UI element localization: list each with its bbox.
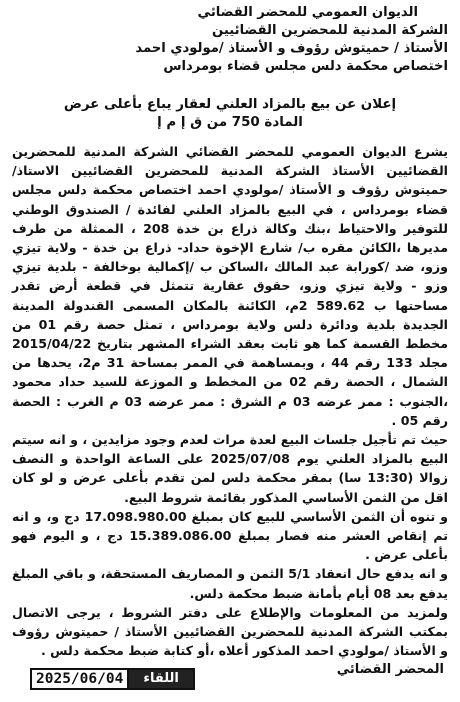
newspaper-name: اللقاء bbox=[129, 670, 193, 688]
notice-title: إعلان عن بيع بالمزاد العلني لعقار يباع بأعلى عرض bbox=[63, 97, 397, 112]
publication-date: 2025/06/04 bbox=[32, 670, 129, 688]
header-bailiffs-line: الأستاذ / حميتوش رؤوف و الأستاذ /مولودي احمد bbox=[135, 41, 448, 56]
body-paragraph-property: يشرع الديوان العمومي للمحضر القضائي الشركة المدنية للمحضرين القضائيين الأستاذ الشركة المدنية للمحضرين القضائيين الاستاذ/ حميتوش رؤوف و الأستاذ /مولودي احمد اختصاص محكمة دلس مجلس قضاء بومرداس ، في البيع بالمزاد العلني لفائدة / الصندوق الوطني للتوفير والاحتياط ،بنك وكالة ذراع بن خدة 208 ، الممثلة من طرف مديرها ،الكائن مقره ب/ شارع الإخوة حداد- ذراع بن خدة - ولاية تيزي وزو، ضد /كورابة عبد المالك ،الساكن ب /إكمالية بوخالفة - بلدية تيزي وزو - ولاية تيزي وزو، حقوق عقارية تتمثل في قطعة أرض تقدر مساحتها ب 589.62 2م، الكائنة بالمكان المسمى القندولة المدينة الجديدة بلدية ودائرة دلس ولاية بومرداس ، تمثل حصة رقم 01 من مخطط القسمة كما هو ثابت بعقد الشراء المشهر بتاريخ 2015/04/22 مجلد 133 رقم 44 ، وبمساهمة في الممر بمساحة 31 م2، يحدها من الشمال ، الحصة رقم 02 من المخطط و الموزعة للسيد حداد محمود ،الجنوب : ممر عرضه 03 م الشرق : ممر عرضه 03 م الغرب : الحصة رقم 05 . bbox=[12, 144, 449, 428]
header-jurisdiction-line: اختصاص محكمة دلس مجلس قضاء بومرداس bbox=[163, 59, 448, 74]
body-paragraph-sale-date: حيث تم تأجيل جلسات البيع لعدة مرات لعدم وجود مزايدين ، و انه سيتم البيع بالمزاد العلني يوم 2025/07/08 على الساعة الواحدة و النصف زوالا (13:30 سا) بمقر محكمة دلس لمن تقدم بأعلى عرض و لو كان اقل من الثمن الأساسي المذكور بقائمة شروط البيع. bbox=[12, 432, 449, 505]
body-paragraph-payment: و انه يدفع حال انعقاد 5/1 الثمن و المصاريف المستحقة، و باقي المبلغ يدفع بعد 08 أيام بأمانة ضبط محكمة دلس. bbox=[12, 566, 448, 601]
bailiff-header bbox=[12, 4, 448, 76]
publication-footer bbox=[30, 668, 195, 690]
notice-title-block bbox=[12, 96, 448, 132]
header-office-line: الديوان العمومي للمحضر القضائي bbox=[197, 5, 418, 20]
header-company-line: الشركة المدنية للمحضرين القضائيين bbox=[212, 23, 448, 38]
notice-article: المادة 750 من ق إ م إ bbox=[157, 115, 303, 130]
notice-body bbox=[12, 142, 448, 660]
body-paragraph-contact: ولمزيد من المعلومات والإطلاع على دفتر الشروط ، يرجى الاتصال بمكتب الشركة المدنية للمحضرين القضائيين الأستاذ / حميتوش رؤوف و الأستاذ /مولودي احمد المذكور أعلاه ،أو كتابة ضبط محكمة دلس . bbox=[12, 604, 448, 659]
signature: المحضر القضائي bbox=[336, 662, 444, 678]
body-paragraph-price: و تنوه أن الثمن الأساسي للبيع كان بمبلغ 17.098.980.00 دج و، و انه تم إنقاص العشر منه فصار بمبلغ 15.389.086.00 دج ، و اليوم فهو بأعلى عرض . bbox=[12, 508, 448, 563]
